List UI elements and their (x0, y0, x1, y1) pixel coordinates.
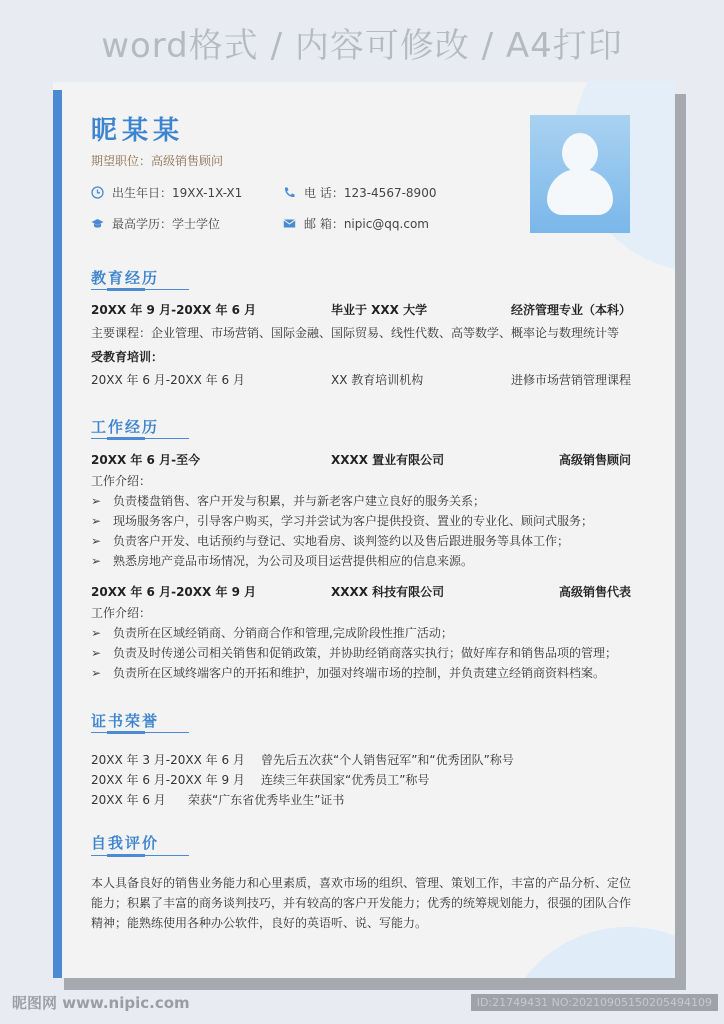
education-major: 经济管理专业（本科） (510, 303, 631, 317)
birth-info (91, 184, 242, 201)
education-text: 最高学历：学士学位 (112, 217, 221, 231)
training-org: XX 教育培训机构 (331, 373, 424, 387)
award-text: 曾先后五次获“个人销售冠军”和“优秀团队”称号 (261, 753, 514, 767)
education-school: 毕业于 XXX 大学 (331, 303, 428, 317)
job-intro-label: 工作介绍： (91, 474, 152, 488)
section-title-self-eval: 自我评价 (91, 834, 160, 852)
award-period: 20XX 年 3 月-20XX 年 6 月 (91, 753, 245, 767)
award-text: 连续三年获国家“优秀员工”称号 (261, 773, 430, 787)
watermark-logo: 昵图网 www.nipic.com (12, 994, 190, 1012)
email-info (283, 215, 429, 232)
section-underline (91, 732, 189, 733)
duty-text: 负责及时传递公司相关销售和促销政策，并协助经销商落实执行；做好库存和销售品项的管理； (113, 646, 618, 660)
profile-photo (530, 115, 630, 233)
section-underline (91, 289, 189, 290)
duty-text: 负责楼盘销售、客户开发与积累，并与新老客户建立良好的服务关系； (113, 494, 486, 508)
award-period: 20XX 年 6 月-20XX 年 9 月 (91, 773, 245, 787)
section-title-education: 教育经历 (91, 269, 160, 287)
education-courses: 主要课程：企业管理、市场营销、国际金融、国际贸易、线性代数、高等数学、概率论与数理统计等 (91, 326, 620, 340)
education-info (91, 215, 220, 232)
job-company: XXXX 置业有限公司 (331, 453, 445, 467)
birth-text: 出生年日：19XX-1X-X1 (112, 186, 243, 200)
training-course: 进修市场营销管理课程 (510, 373, 631, 387)
top-banner: word格式 / 内容可修改 / A4打印 (101, 26, 623, 66)
award-text: 荣获“广东省优秀毕业生”证书 (188, 793, 345, 807)
duty-item (91, 624, 453, 641)
section-underline (91, 855, 189, 856)
email-text: 邮 箱：nipic@qq.com (304, 217, 429, 231)
arrow-bullet-icon: ➢ (91, 514, 102, 528)
graduation-cap-icon (91, 217, 104, 230)
duty-text: 负责所在区域终端客户的开拓和维护，加强对终端市场的控制，并负责建立经销商资料档案。 (113, 666, 606, 680)
resume-page (53, 82, 675, 978)
self-eval-text: 本人具备良好的销售业务能力和心里素质，喜欢市场的组织、管理、策划工作，丰富的产品分析、定位能力；积累了丰富的商务谈判技巧，并有较高的客户开发能力；优秀的统筹规划能力，很强的团队合作精神；能熟练使用各种办公软件，良好的英语听、说、写能力。 (91, 876, 632, 930)
avatar-head (562, 133, 598, 173)
award-period: 20XX 年 6 月 (91, 793, 166, 807)
job-position: 高级销售顾问 (558, 453, 631, 467)
training-period: 20XX 年 6 月-20XX 年 6 月 (91, 373, 245, 387)
phone-text: 电 话：123-4567-8900 (304, 186, 437, 200)
duty-text: 熟悉房地产竞品市场情况，为公司及项目运营提供相应的信息来源。 (113, 554, 474, 568)
watermark-id: ID:21749431 NO:20210905150205494109 (471, 994, 718, 1011)
section-title-work: 工作经历 (91, 418, 160, 436)
envelope-icon (283, 217, 296, 230)
training-label: 受教育培训： (91, 350, 164, 364)
arrow-bullet-icon: ➢ (91, 666, 102, 680)
duty-text: 现场服务客户，引导客户购买，学习并尝试为客户提供投资、置业的专业化、顾问式服务； (113, 514, 594, 528)
duty-text: 负责客户开发、电话预约与登记、实地看房、谈判签约以及售后跟进服务等具体工作； (113, 534, 570, 548)
duty-item (91, 512, 593, 529)
arrow-bullet-icon: ➢ (91, 646, 102, 660)
education-period: 20XX 年 9 月-20XX 年 6 月 (91, 303, 257, 317)
arrow-bullet-icon: ➢ (91, 626, 102, 640)
accent-bar (53, 90, 62, 978)
job-objective: 期望职位：高级销售顾问 (91, 154, 224, 168)
job-company: XXXX 科技有限公司 (331, 585, 445, 599)
job-period: 20XX 年 6 月-20XX 年 9 月 (91, 585, 257, 599)
duty-item (91, 492, 485, 509)
duty-item (91, 644, 617, 661)
job-period: 20XX 年 6 月-至今 (91, 453, 201, 467)
decorative-circle (498, 927, 675, 978)
phone-info (283, 184, 436, 201)
phone-icon (283, 186, 296, 199)
section-underline (91, 438, 189, 439)
candidate-name: 昵某某 (91, 116, 185, 146)
arrow-bullet-icon: ➢ (91, 554, 102, 568)
duty-item (91, 532, 569, 549)
duty-item (91, 552, 473, 569)
arrow-bullet-icon: ➢ (91, 494, 102, 508)
duty-item (91, 664, 605, 681)
section-title-awards: 证书荣誉 (91, 712, 160, 730)
clock-icon (91, 186, 104, 199)
duty-text: 负责所在区域经销商、分销商合作和管理,完成阶段性推广活动； (113, 626, 453, 640)
avatar-body (547, 169, 613, 215)
arrow-bullet-icon: ➢ (91, 534, 102, 548)
job-position: 高级销售代表 (558, 585, 631, 599)
job-intro-label: 工作介绍： (91, 606, 152, 620)
